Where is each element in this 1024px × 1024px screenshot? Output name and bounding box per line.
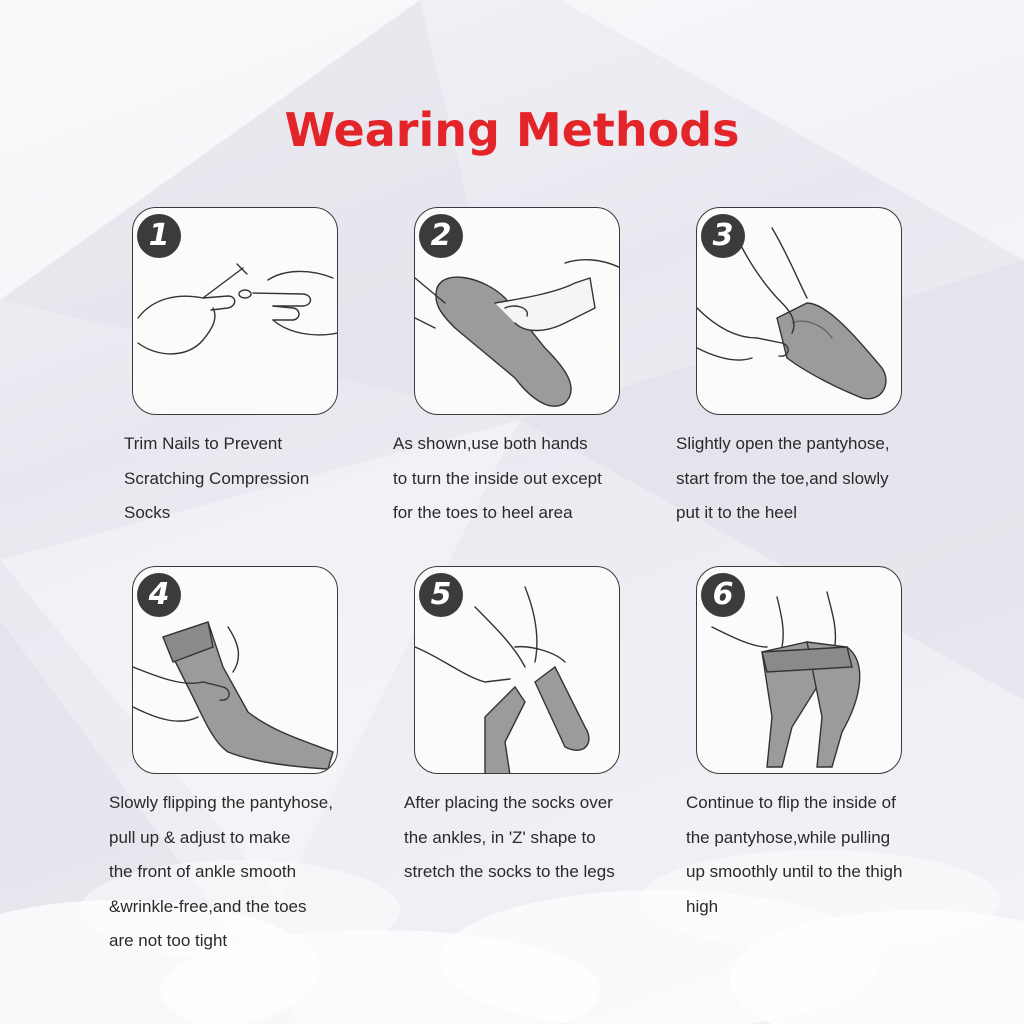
page-title: Wearing Methods — [284, 103, 740, 157]
step-4-line: &wrinkle-free,and the toes — [109, 896, 307, 916]
step-5-line: After placing the socks over — [404, 793, 613, 812]
step-number-3: 3 — [701, 214, 745, 258]
step-6-line: up smoothly until to the thigh — [686, 862, 903, 881]
step-3-line: put it to the heel — [676, 503, 797, 522]
step-card-5 — [414, 566, 620, 774]
step-4-line: the front of ankle smooth — [109, 862, 297, 881]
step-5-line: the ankles, in 'Z' shape to — [404, 827, 596, 847]
step-number-4: 4 — [137, 573, 181, 617]
step-card-1 — [132, 207, 338, 415]
step-4-line: are not too tight — [109, 931, 228, 950]
step-description-5 — [404, 786, 615, 890]
step-description-6 — [686, 786, 902, 924]
step-description-4 — [109, 786, 333, 959]
step-card-4 — [132, 566, 338, 774]
step-number-5: 5 — [419, 573, 463, 617]
step-number-2: 2 — [419, 214, 463, 258]
step-5-line: stretch the socks to the legs — [404, 862, 615, 881]
step-3-line: Slightly open the pantyhose, — [676, 434, 890, 453]
step-6-line: the pantyhose,while pulling — [686, 827, 891, 847]
step-2-line: for the toes to heel area — [393, 503, 573, 522]
step-4-line: pull up & adjust to make — [109, 827, 291, 847]
step-1-line: Scratching Compression — [124, 468, 310, 488]
step-description-2 — [393, 427, 602, 531]
step-6-line: high — [686, 896, 719, 916]
step-1-line: Socks — [124, 503, 171, 522]
step-card-6 — [696, 566, 902, 774]
step-description-3 — [676, 427, 890, 531]
step-6-line: Continue to flip the inside of — [686, 793, 896, 812]
step-3-line: start from the toe,and slowly — [676, 468, 889, 488]
step-1-line: Trim Nails to Prevent — [124, 434, 283, 453]
step-2-line: As shown,use both hands — [393, 434, 588, 453]
step-card-3 — [696, 207, 902, 415]
step-description-1 — [124, 427, 309, 531]
step-number-1: 1 — [137, 214, 181, 258]
step-number-6: 6 — [701, 573, 745, 617]
step-2-line: to turn the inside out except — [393, 468, 602, 488]
step-card-2 — [414, 207, 620, 415]
step-4-line: Slowly flipping the pantyhose, — [109, 793, 333, 812]
